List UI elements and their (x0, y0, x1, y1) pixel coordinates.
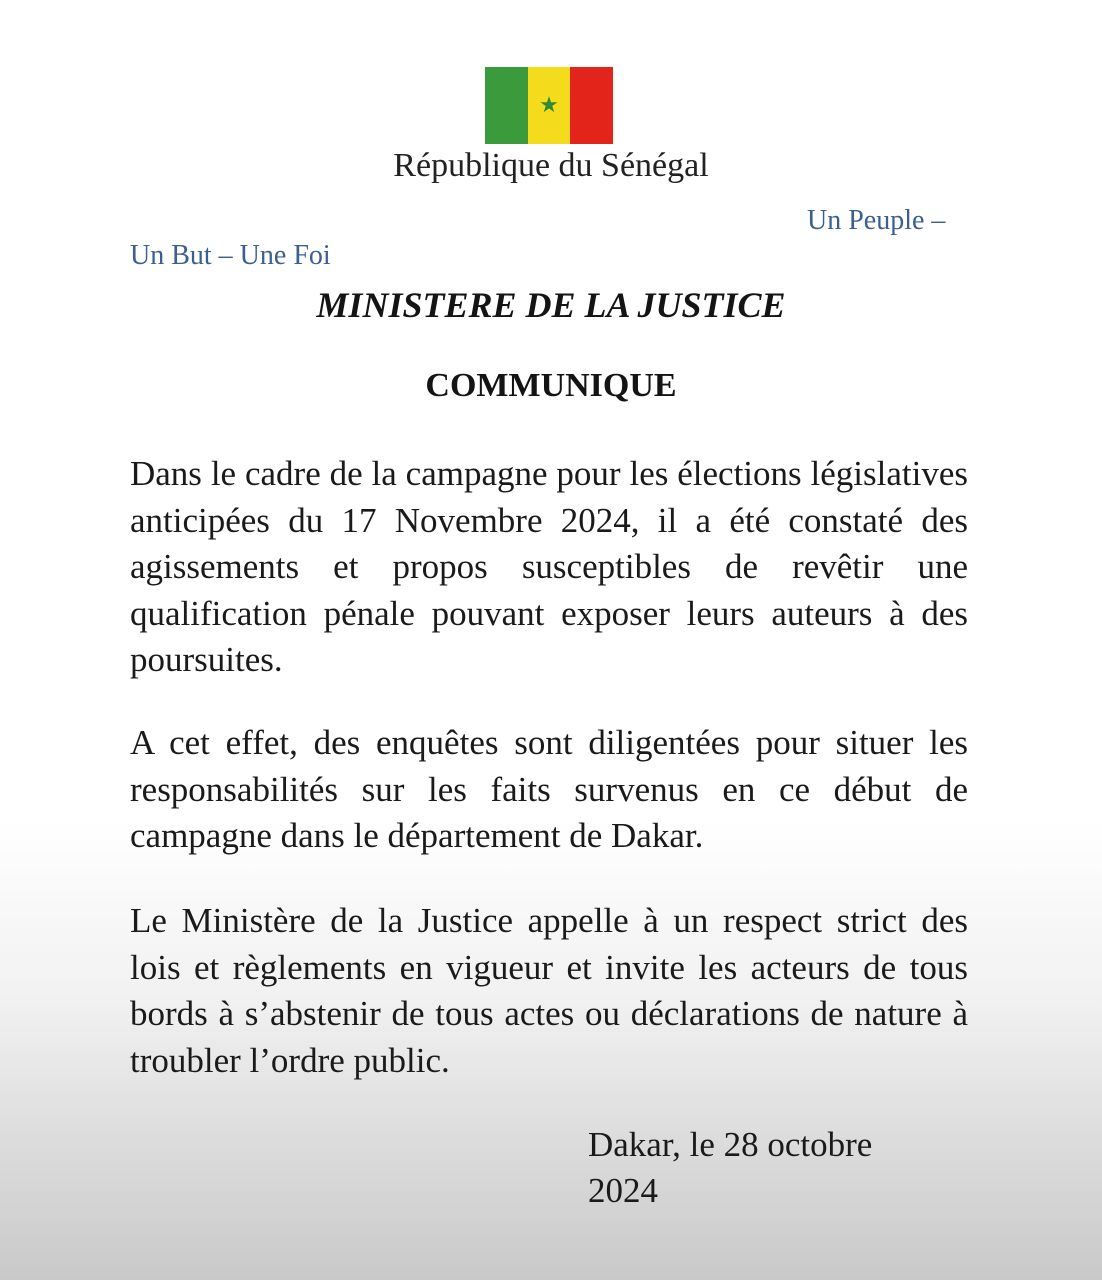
flag-green-band (485, 67, 528, 144)
paragraph-3: Le Ministère de la Justice appelle à un respect strict des lois et règlements en vigueur et invite les acteurs de tous bords à s’abstenir de tous actes ou déclarations de nature à troubler l’ordre public. (130, 901, 968, 1080)
flag-yellow-band (528, 67, 571, 144)
paragraph-1: Dans le cadre de la campagne pour les élections législatives anticipées du 17 Novembre 2024, il a été constaté des agissements et propos susceptibles de revêtir une qualification pénale pouvant exposer leurs auteurs à des poursuites. (130, 454, 968, 679)
signoff-line-1: Dakar, le 28 octobre (588, 1125, 873, 1164)
flag-star-icon: ★ (539, 92, 559, 118)
document-title: COMMUNIQUE (425, 367, 677, 404)
republic-name: République du Sénégal (393, 147, 709, 184)
signoff (588, 1122, 872, 1214)
ministry-title: MINISTERE DE LA JUSTICE (316, 285, 786, 325)
motto-part-2: Un But – Une Foi (130, 240, 331, 271)
paragraph-2: A cet effet, des enquêtes sont diligentées pour situer les responsabilités sur les faits survenus en ce début de campagne dans le département de Dakar. (130, 723, 968, 855)
flag-red-band (570, 67, 613, 144)
senegal-flag (485, 67, 613, 144)
motto-part-1: Un Peuple – (807, 205, 946, 236)
signoff-line-2: 2024 (588, 1171, 658, 1210)
